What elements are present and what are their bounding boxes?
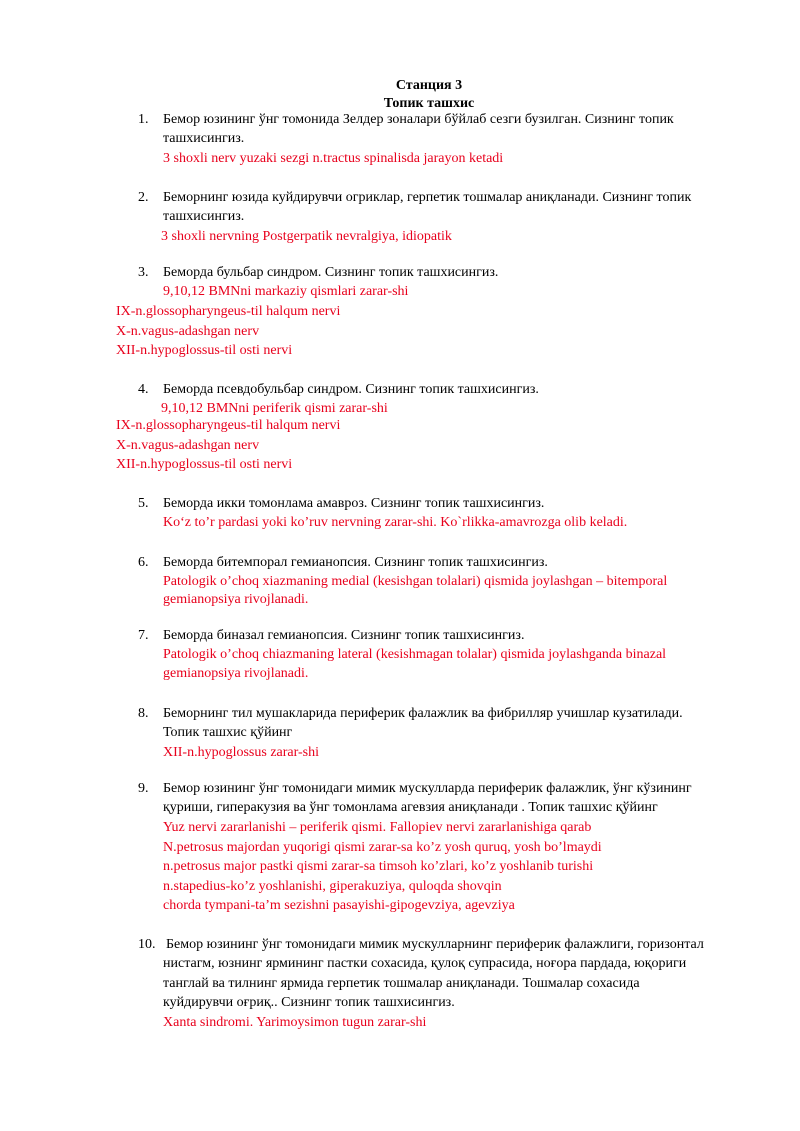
question-line: Бемор юзининг ўнг томонида Зелдер зоналари бўйлаб сезги бузилган. Сизнинг топик bbox=[163, 112, 674, 127]
item-number: 6. bbox=[138, 555, 149, 570]
item-number: 7. bbox=[138, 628, 149, 643]
answer-line: Patologik o’choq chiazmaning lateral (kesishmagan tolalar) qismida joylashganda binazal bbox=[163, 647, 667, 662]
answer-line: N.petrosus majordan yuqorigi qismi zarar-sa ko’z yosh quruq, yosh bo’lmaydi bbox=[163, 840, 602, 855]
answer-line: Ko‘z to’r pardasi yoki ko’ruv nervning zarar-shi. Ko`rlikka-amavrozga olib keladi. bbox=[163, 515, 628, 530]
item-number: 1. bbox=[138, 112, 149, 127]
question-line: танглай ва тилнинг ярмида герпетик тошмалар аниқланади. Тошмалар сохасида bbox=[163, 976, 640, 991]
answer-line: gemianopsiya rivojlanadi. bbox=[163, 666, 309, 681]
question-line: Беморнинг тил мушакларида периферик фалажлик ва фибрилляр учишлар кузатилади. bbox=[163, 706, 683, 721]
page-title: Станция 3 bbox=[395, 78, 463, 93]
answer-line: Yuz nervi zararlanishi – periferik qismi. Fallopiev nervi zararlanishiga qarab bbox=[163, 820, 592, 835]
question-line: ташхисингиз. bbox=[163, 131, 245, 146]
answer-line: chorda tympani-ta’m sezishni pasayishi-gipogevziya, agevziya bbox=[163, 898, 515, 913]
question-line: ташхисингиз. bbox=[163, 209, 245, 224]
answer-line: 3 shoxli nervning Postgerpatik nevralgiya, idiopatik bbox=[161, 229, 452, 244]
question-line: Беморда битемпорал гемианопсия. Сизнинг топик ташхисингиз. bbox=[163, 555, 548, 570]
question-line: Бемор юзининг ўнг томонидаги мимик мускулларда периферик фалажлик, ўнг кўзининг bbox=[163, 781, 692, 796]
answer-line: XII-n.hypoglossus-til osti nervi bbox=[116, 343, 293, 358]
question-line: Беморнинг юзида куйдирувчи огриклар, герпетик тошмалар аниқланади. Сизнинг топик bbox=[163, 190, 692, 205]
answer-line: n.stapedius-ko’z yoshlanishi, giperakuziya, quloqda shovqin bbox=[163, 879, 502, 894]
question-line: Бемор юзининг ўнг томонидаги мимик мускулларнинг периферик фалажлиги, горизонтал bbox=[166, 937, 704, 952]
answer-line: XII-n.hypoglossus-til osti nervi bbox=[116, 457, 293, 472]
item-number: 5. bbox=[138, 496, 149, 511]
item-number: 8. bbox=[138, 706, 149, 721]
question-line: Беморда псевдобульбар синдром. Сизнинг топик ташхисингиз. bbox=[163, 382, 539, 397]
answer-line: IX-n.glossopharyngeus-til halqum nervi bbox=[116, 304, 341, 319]
question-line: қуриши, гиперакузия ва ўнг томонлама агевзия аниқланади . Топик ташхис қўйинг bbox=[163, 800, 658, 815]
item-number: 9. bbox=[138, 781, 149, 796]
item-number: 3. bbox=[138, 265, 149, 280]
answer-line: Patologik o’choq xiazmaning medial (kesishgan tolalari) qismida joylashgan – bitemporal bbox=[163, 574, 668, 589]
answer-line: XII-n.hypoglossus zarar-shi bbox=[163, 745, 320, 760]
answer-line: X-n.vagus-adashgan nerv bbox=[116, 324, 260, 339]
item-number: 4. bbox=[138, 382, 149, 397]
answer-line: IX-n.glossopharyngeus-til halqum nervi bbox=[116, 418, 341, 433]
answer-line: 9,10,12 BMNni markaziy qismlari zarar-shi bbox=[163, 284, 409, 299]
answer-line: 9,10,12 BMNni periferik qismi zarar-shi bbox=[161, 401, 388, 416]
question-line: Беморда бульбар синдром. Сизнинг топик ташхисингиз. bbox=[163, 265, 499, 280]
answer-line: gemianopsiya rivojlanadi. bbox=[163, 592, 309, 607]
question-line: Топик ташхис қўйинг bbox=[163, 725, 293, 740]
item-number: 2. bbox=[138, 190, 149, 205]
answer-line: X-n.vagus-adashgan nerv bbox=[116, 438, 260, 453]
question-line: нистагм, юзнинг ярмининг пастки сохасида, қулоқ супрасида, ноғора пардада, юқориги bbox=[163, 956, 687, 971]
answer-line: 3 shoxli nerv yuzaki sezgi n.tractus spinalisda jarayon ketadi bbox=[163, 151, 504, 166]
item-number: 10. bbox=[138, 937, 156, 952]
answer-line: n.petrosus major pastki qismi zarar-sa timsoh ko’zlari, ko’z yoshlanib turishi bbox=[163, 859, 594, 874]
page-subtitle: Топик ташхис bbox=[383, 96, 475, 111]
answer-line: Xanta sindromi. Yarimoysimon tugun zarar-shi bbox=[163, 1015, 427, 1030]
question-line: Беморда икки томонлама амавроз. Сизнинг топик ташхисингиз. bbox=[163, 496, 545, 511]
question-line: куйдирувчи оғриқ.. Сизнинг топик ташхисингиз. bbox=[163, 995, 455, 1010]
question-line: Беморда биназал гемианопсия. Сизнинг топик ташхисингиз. bbox=[163, 628, 525, 643]
